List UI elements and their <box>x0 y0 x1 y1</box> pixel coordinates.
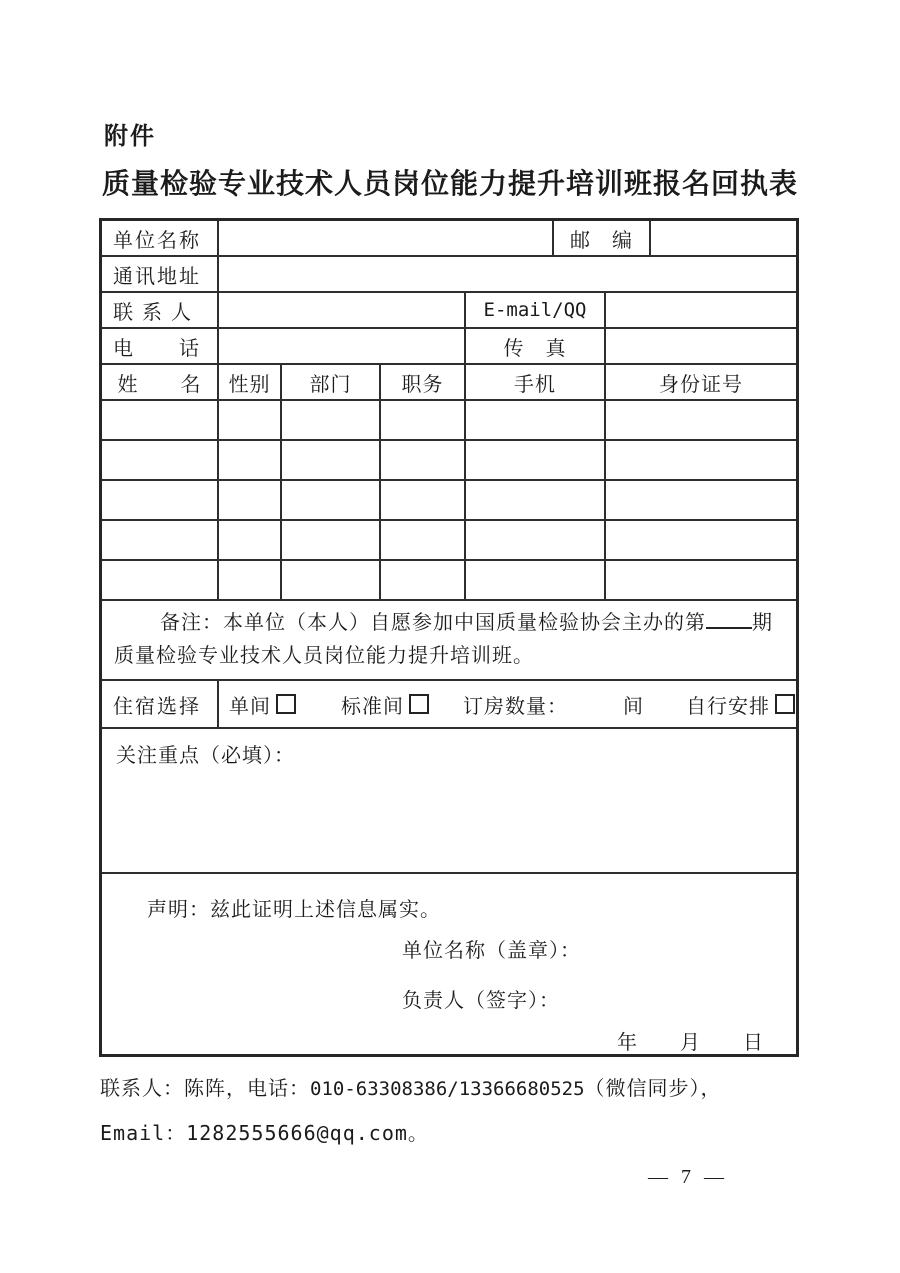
unit-name-field <box>219 221 554 255</box>
address-field <box>219 257 796 291</box>
member-cell <box>282 481 381 519</box>
member-cell <box>219 441 282 479</box>
member-cell <box>606 441 796 479</box>
member-cell <box>219 401 282 439</box>
member-row <box>102 561 796 601</box>
remark-row <box>102 601 796 681</box>
page-number: — 7 — <box>648 1166 728 1188</box>
single-room-checkbox <box>276 694 296 714</box>
member-cell <box>381 561 466 599</box>
date-label: 年 月 日 <box>617 1032 764 1054</box>
member-cell <box>282 441 381 479</box>
declaration-row <box>102 874 796 1054</box>
unit-name-label: 单位名称 <box>102 221 219 255</box>
unit-name-row <box>102 221 796 257</box>
address-row <box>102 257 796 293</box>
email-qq-field <box>606 293 796 327</box>
member-cell <box>102 481 219 519</box>
header-mobile: 手机 <box>466 365 606 399</box>
member-cell <box>381 401 466 439</box>
footer-contact-line: 联系人：陈阵，电话：010-63308386/13366680525（微信同步）， <box>100 1078 722 1100</box>
member-row <box>102 521 796 561</box>
contact-label: 联 系 人 <box>102 293 219 327</box>
header-gender: 性别 <box>219 365 282 399</box>
focus-cell <box>102 729 796 872</box>
member-cell <box>466 481 606 519</box>
member-cell <box>219 481 282 519</box>
declaration-cell <box>102 874 796 1054</box>
accommodation-row <box>102 681 796 729</box>
single-room-option: 单间 <box>229 690 296 719</box>
member-cell <box>606 401 796 439</box>
contact-field <box>219 293 466 327</box>
header-name: 姓 名 <box>102 365 219 399</box>
address-label: 通讯地址 <box>102 257 219 291</box>
postal-code-field <box>651 221 796 255</box>
member-cell <box>606 481 796 519</box>
member-cell <box>102 561 219 599</box>
remark-cell <box>102 601 796 679</box>
member-cell <box>381 441 466 479</box>
member-header-row <box>102 365 796 401</box>
member-cell <box>381 481 466 519</box>
member-cell <box>381 521 466 559</box>
page-title: 质量检验专业技术人员岗位能力提升培训班报名回执表 <box>101 168 798 199</box>
accommodation-options <box>219 681 796 727</box>
self-arrange-checkbox <box>775 694 795 714</box>
member-cell <box>466 441 606 479</box>
registration-form-table <box>99 218 799 1057</box>
member-cell <box>466 401 606 439</box>
phone-row <box>102 329 796 365</box>
member-row <box>102 481 796 521</box>
member-cell <box>466 561 606 599</box>
member-cell <box>102 521 219 559</box>
member-cell <box>606 521 796 559</box>
fax-field <box>606 329 796 363</box>
member-cell <box>219 521 282 559</box>
standard-room-option: 标准间 <box>341 690 429 719</box>
focus-label: 关注重点（必填）： <box>116 745 295 767</box>
declaration-statement: 声明：兹此证明上述信息属实。 <box>147 899 441 921</box>
header-id-number: 身份证号 <box>659 373 743 396</box>
booking-qty-label: 订房数量： <box>463 695 568 718</box>
accommodation-label: 住宿选择 <box>102 681 219 727</box>
attachment-label: 附件 <box>104 123 156 150</box>
header-position: 职务 <box>381 365 466 399</box>
member-cell <box>466 521 606 559</box>
focus-row <box>102 729 796 874</box>
self-arrange-option: 自行安排 <box>686 690 795 719</box>
signer-label: 负责人（签字）： <box>402 990 560 1012</box>
email-qq-label: E-mail/QQ <box>466 293 606 327</box>
postal-code-label: 邮 编 <box>554 221 651 255</box>
phone-label: 电 话 <box>102 329 219 363</box>
member-row <box>102 441 796 481</box>
contact-row <box>102 293 796 329</box>
member-cell <box>102 441 219 479</box>
fax-label: 传 真 <box>466 329 606 363</box>
remark-text: 备注：本单位（本人）自愿参加中国质量检验协会主办的第 期质量检验专业技术人员岗位能力提升培训班。 <box>114 612 773 667</box>
footer-email-line: Email：1282555666@qq.com。 <box>100 1121 429 1145</box>
header-department: 部门 <box>282 365 381 399</box>
member-cell <box>282 401 381 439</box>
member-rows-container <box>102 401 796 601</box>
member-row <box>102 401 796 441</box>
phone-field <box>219 329 466 363</box>
footer-phone-number: 010-63308386/13366680525 <box>310 1078 585 1100</box>
unit-seal-label: 单位名称（盖章）： <box>402 940 581 962</box>
member-cell <box>219 561 282 599</box>
member-cell <box>282 561 381 599</box>
remark-blank-underline <box>706 613 752 629</box>
standard-room-checkbox <box>409 694 429 714</box>
member-cell <box>606 561 796 599</box>
member-cell <box>282 521 381 559</box>
qty-unit-label: 间 <box>623 695 644 718</box>
member-cell <box>102 401 219 439</box>
